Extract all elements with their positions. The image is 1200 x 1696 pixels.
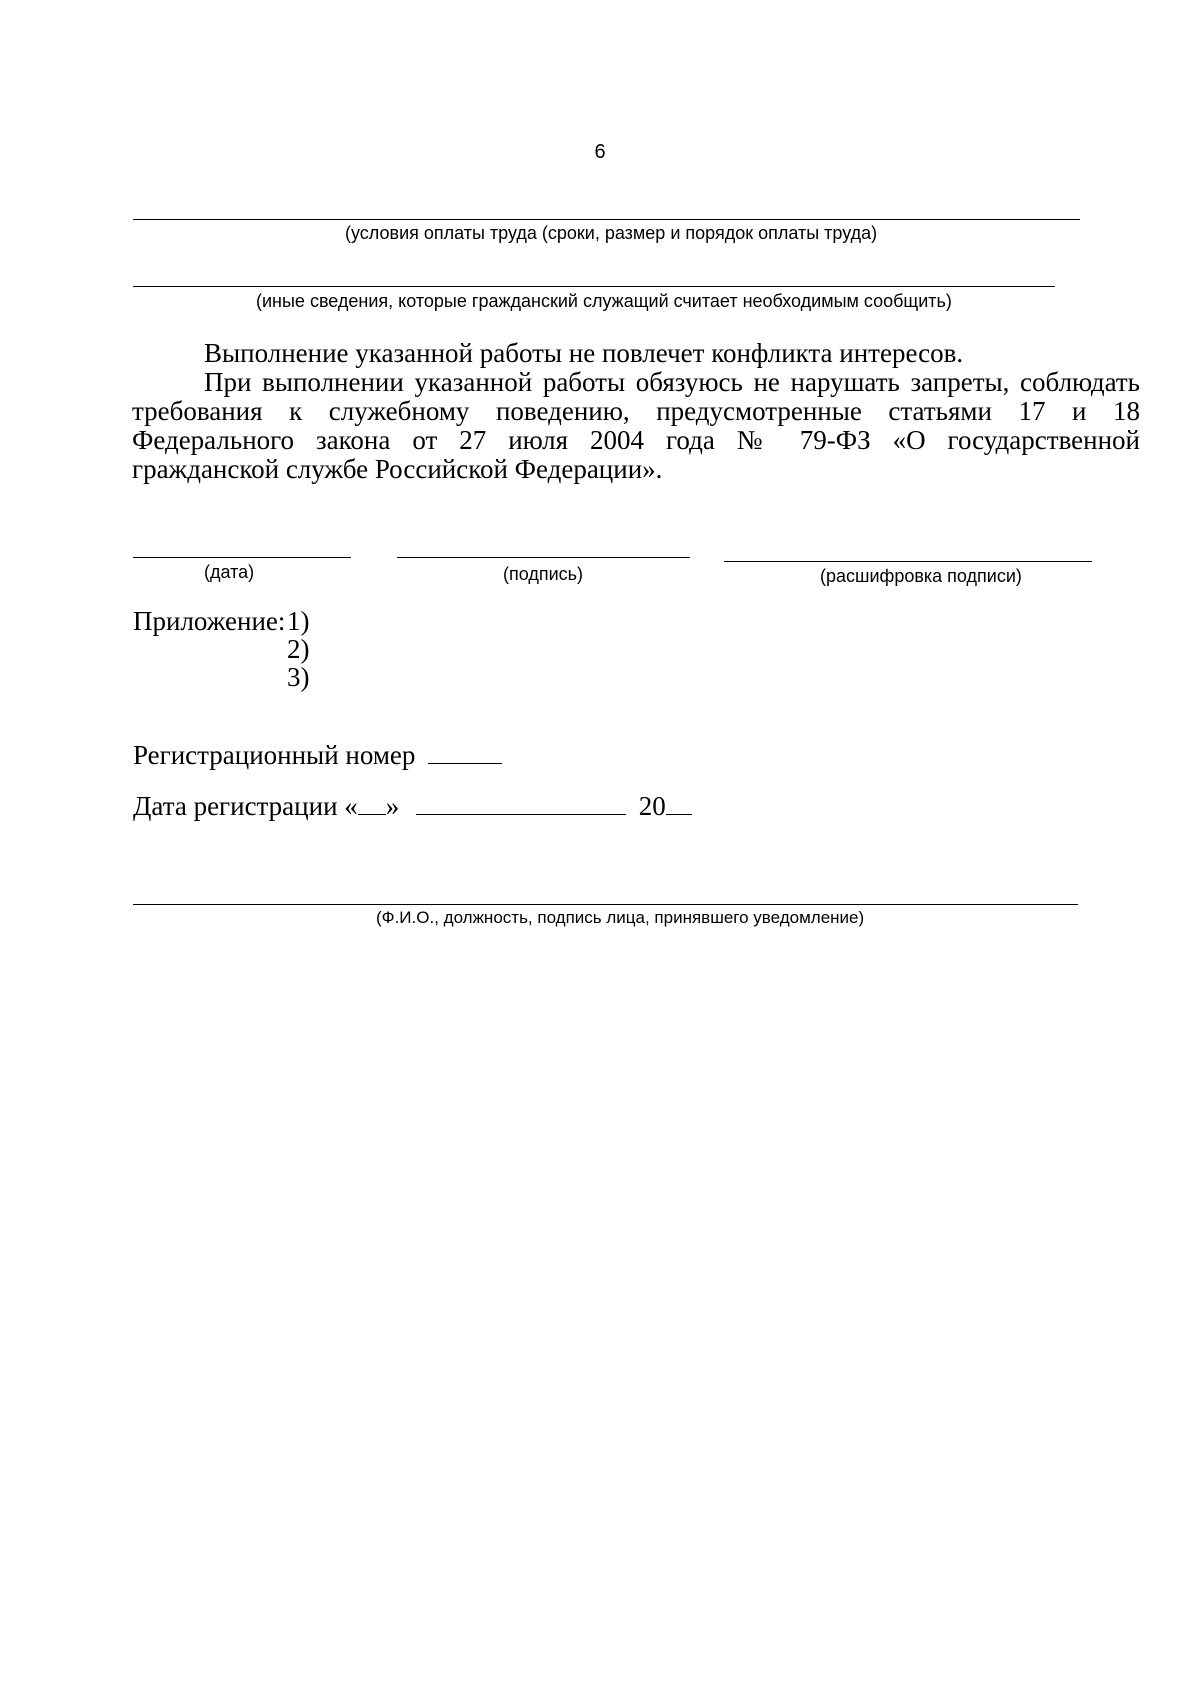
date-signature-line[interactable] xyxy=(133,557,351,558)
registration-number-row xyxy=(133,740,502,771)
registration-number-label: Регистрационный номер xyxy=(133,740,416,770)
registration-month-blank[interactable] xyxy=(416,792,626,815)
signature-decryption-caption: (расшифровка подписи) xyxy=(820,566,1022,586)
registration-year-blank[interactable] xyxy=(666,792,692,815)
registration-number-blank[interactable] xyxy=(428,741,502,764)
signature-line[interactable] xyxy=(397,557,690,558)
attachment-item-2: 2) xyxy=(287,634,310,664)
registration-date-label: Дата регистрации « xyxy=(133,791,358,821)
attachments-label: Приложение: xyxy=(133,606,286,636)
statement-line-2: При выполнении указанной работы обязуюсь не нарушать запреты, соблюдать xyxy=(204,367,1140,397)
attachment-item-1: 1) xyxy=(287,606,310,636)
pay-conditions-caption: (условия оплаты труда (сроки, размер и порядок оплаты труда) xyxy=(345,223,878,243)
registration-day-blank[interactable] xyxy=(358,792,386,815)
pay-conditions-line[interactable] xyxy=(133,219,1080,220)
statement-line-3: требования к служебному поведению, предусмотренные статьями 17 и 18 xyxy=(132,396,1140,426)
date-caption: (дата) xyxy=(204,562,255,582)
statement-paragraph xyxy=(132,339,1140,484)
signature-caption: (подпись) xyxy=(503,564,584,584)
registration-date-row xyxy=(133,791,692,822)
signature-decryption-line[interactable] xyxy=(724,561,1092,562)
other-info-caption: (иные сведения, которые гражданский служащий считает необходимым сообщить) xyxy=(256,291,952,311)
statement-line-5: гражданской службе Российской Федерации». xyxy=(132,454,663,484)
receiver-line[interactable] xyxy=(133,904,1078,905)
attachment-item-3: 3) xyxy=(287,662,310,692)
statement-line-4: Федерального закона от 27 июля 2004 года № 79-ФЗ «О государственной xyxy=(132,425,1140,455)
receiver-caption: (Ф.И.О., должность, подпись лица, принявшего уведомление) xyxy=(376,908,865,927)
registration-year-prefix: 20 xyxy=(638,791,666,821)
statement-line-1: Выполнение указанной работы не повлечет конфликта интересов. xyxy=(204,338,964,368)
page-number: 6 xyxy=(594,141,606,163)
registration-date-close-quote: » xyxy=(385,791,400,821)
other-info-line[interactable] xyxy=(133,286,1055,287)
